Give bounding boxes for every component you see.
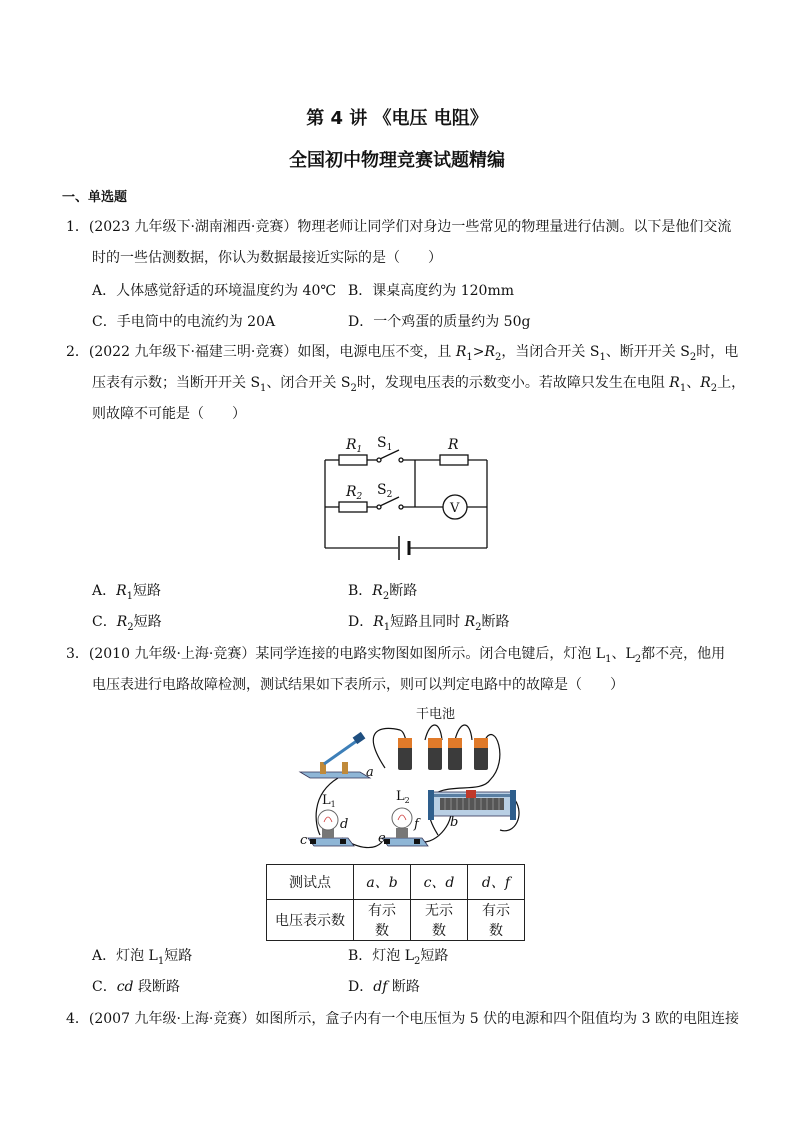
q2-option-b: B．$R_2$断路 <box>348 583 418 602</box>
q3-option-a: A．灯泡 $L_1$短路 <box>92 948 193 967</box>
q2-circuit-diagram <box>315 435 495 565</box>
q3-option-b: B．灯泡 $L_2$短路 <box>348 948 449 967</box>
table-cell: a、b <box>354 865 411 900</box>
section-heading: 一、单选题 <box>62 190 128 205</box>
svg-text:f: f <box>414 817 419 832</box>
q3-line1: 3．(2010 九年级·上海·竞赛）某同学连接的电路实物图如图所示。闭合电键后，灯泡 $L_1$、$L_2$都不亮，他用 <box>66 646 726 665</box>
svg-text:干电池: 干电池 <box>416 707 456 722</box>
table-cell: 有示数 <box>468 900 525 941</box>
table-cell: 无示数 <box>411 900 468 941</box>
r1-resistor <box>339 455 367 465</box>
svg-text:b: b <box>450 815 459 830</box>
svg-text:d: d <box>340 817 349 832</box>
battery-icon <box>399 536 409 560</box>
q3-option-c: C．cd 段断路 <box>92 979 180 995</box>
q2-line1: 2．(2022 九年级下·福建三明·竞赛）如图，电源电压不变，且 $R_1>R_2$，当闭合开关 $S_1$、断开开关 $S_2$时，电 <box>66 344 739 363</box>
table-cell: 电压表示数 <box>267 900 354 941</box>
q1-option-a: A．人体感觉舒适的环境温度约为 40℃ <box>92 283 337 299</box>
q3-test-table <box>266 864 525 941</box>
q2-option-c: C．$R_2$短路 <box>92 614 162 633</box>
q3-option-d: D．df 断路 <box>348 979 420 995</box>
q1-option-c: C．手电筒中的电流约为 20A <box>92 314 276 330</box>
page-subtitle: 全国初中物理竞赛试题精编 <box>289 150 505 171</box>
svg-text:R2: $R_2$ <box>346 484 363 502</box>
table-row <box>267 900 525 941</box>
q4-line1: 4．(2007 九年级·上海·竞赛）如图所示，盒子内有一个电压恒为 5 伏的电源和四个阻值均为 3 欧的电阻连接 <box>66 1011 739 1027</box>
q3-circuit-photo <box>290 700 530 860</box>
svg-text:c: c <box>300 833 308 848</box>
q2-option-d: D．$R_1$短路且同时 $R_2$断路 <box>348 614 510 633</box>
svg-text:e: e <box>378 831 386 846</box>
svg-text:S2: $S_2$ <box>377 482 393 500</box>
svg-text:R: R <box>448 437 459 453</box>
q2-line2: 压表有示数；当断开开关 $S_1$、闭合开关 $S_2$时，发现电压表的示数变小。若故障只发生在电阻 $R_1$、$R_2$上， <box>92 375 746 394</box>
svg-text:S1: $S_1$ <box>377 435 393 453</box>
page-title: 第 4 讲 《电压 电阻》 <box>306 108 488 129</box>
battery-pack-icon <box>398 738 488 770</box>
r2-resistor <box>339 502 367 512</box>
rheostat-icon <box>428 790 516 820</box>
svg-text:a: a <box>366 765 374 780</box>
table-header-row <box>267 865 525 900</box>
lamp-l2-icon <box>382 808 428 846</box>
knife-switch-icon <box>300 732 370 778</box>
q1-option-d: D．一个鸡蛋的质量约为 50g <box>348 314 531 330</box>
q1-line1: 1．(2023 九年级下·湖南湘西·竞赛）物理老师让同学们对身边一些常见的物理量进行估测。以下是他们交流 <box>66 219 732 235</box>
q2-line3: 则故障不可能是（ ） <box>92 406 246 422</box>
table-cell: c、d <box>411 865 468 900</box>
q2-option-a: A．$R_1$短路 <box>92 583 162 602</box>
svg-text:R1: $R_1$ <box>346 437 363 455</box>
table-cell: d、f <box>468 865 525 900</box>
q3-line2: 电压表进行电路故障检测，测试结果如下表所示，则可以判定电路中的故障是（ ） <box>92 677 624 693</box>
svg-text:L2: $L_2$ <box>396 789 410 805</box>
r-resistor <box>440 455 468 465</box>
q1-option-b: B．课桌高度约为 120mm <box>348 283 515 299</box>
q1-line2: 时的一些估测数据，你认为数据最接近实际的是（ ） <box>92 250 442 266</box>
svg-text:V: V <box>450 501 460 516</box>
svg-text:L1: $L_1$ <box>322 793 336 809</box>
table-cell: 测试点 <box>267 865 354 900</box>
table-cell: 有示数 <box>354 900 411 941</box>
